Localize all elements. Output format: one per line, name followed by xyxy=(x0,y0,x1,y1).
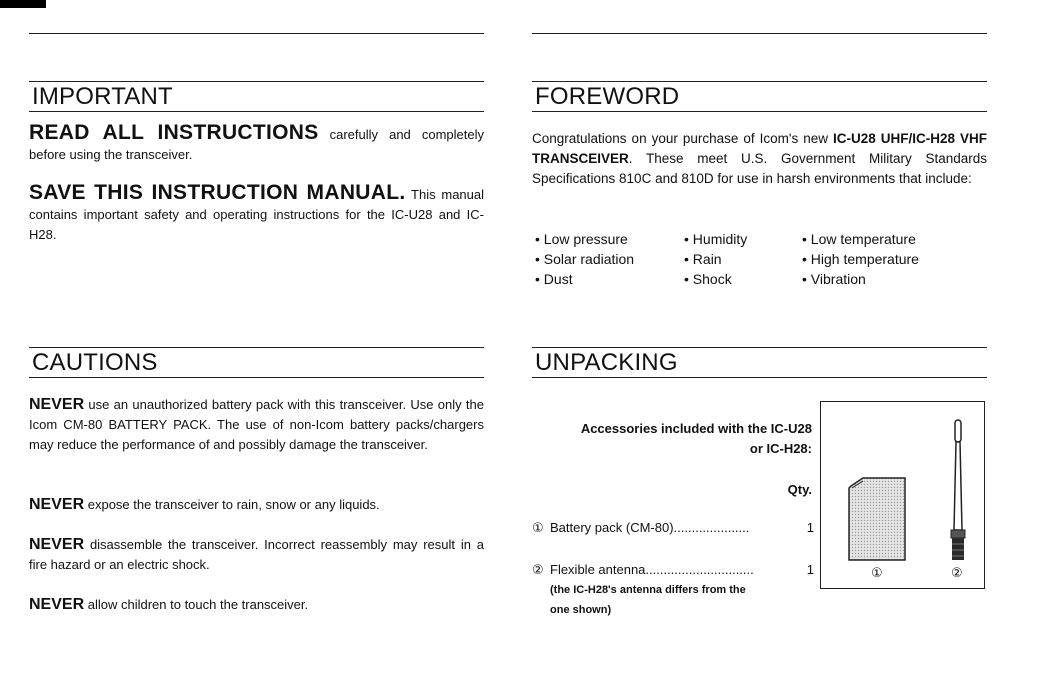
list-item: • Vibration xyxy=(802,269,919,289)
accessories-title-line: or IC-H28: xyxy=(749,441,812,456)
caution-text: allow children to touch the transceiver. xyxy=(84,597,309,612)
caution-paragraph xyxy=(29,395,484,455)
caution-text: use an unauthorized battery pack with this transceiver. Use only the Icom CM-80 BATTERY PACK. The use of non-Icom battery packs/chargers may reduce the performance of and possibly damage the transceiver. xyxy=(29,397,484,452)
read-instructions-lead: READ ALL INSTRUCTIONS xyxy=(29,121,319,144)
item-number: ① xyxy=(532,520,544,535)
list-item: • Shock xyxy=(684,269,747,289)
read-instructions-paragraph xyxy=(29,123,484,165)
antenna-icon xyxy=(951,420,965,560)
foreword-paragraph xyxy=(532,129,987,189)
top-rule-right xyxy=(532,33,987,34)
never-lead: NEVER xyxy=(29,536,85,553)
model-name: IC-U28 UHF/IC-H28 VHF TRANSCEIVER xyxy=(532,131,987,166)
caution-text: expose the transceiver to rain, snow or any liquids. xyxy=(84,497,380,512)
environment-column xyxy=(535,229,634,289)
save-manual-text: This manual contains important safety and operating instructions for the IC-U28 and IC-H28. xyxy=(29,187,485,242)
accessories-illustration xyxy=(821,402,983,587)
list-item: • Humidity xyxy=(684,229,747,249)
list-item: • Low pressure xyxy=(535,229,634,249)
save-manual-lead: SAVE THIS INSTRUCTION MANUAL. xyxy=(29,181,406,204)
caution-text: disassemble the transceiver. Incorrect reassembly may result in a fire hazard or an electric shock. xyxy=(29,537,484,572)
antenna-note-line: one shown) xyxy=(550,604,612,616)
item-number: ② xyxy=(532,562,544,577)
qty-header: Qty. xyxy=(787,482,812,497)
item-label: Flexible antenna.............................. xyxy=(550,562,754,577)
list-item: • Solar radiation xyxy=(535,249,634,269)
antenna-note xyxy=(550,580,820,620)
antenna-figure-label: ② xyxy=(951,565,963,580)
environment-column xyxy=(802,229,919,289)
never-lead: NEVER xyxy=(29,396,85,413)
unpacking-heading: UNPACKING xyxy=(532,347,987,378)
cautions-heading: CAUTIONS xyxy=(29,347,484,378)
item-qty: 1 xyxy=(806,562,814,577)
accessory-item xyxy=(532,519,814,537)
foreword-heading: FOREWORD xyxy=(532,81,987,112)
accessories-figure xyxy=(820,401,985,589)
list-item: • Low temperature xyxy=(802,229,919,249)
important-heading: IMPORTANT xyxy=(29,81,484,112)
item-qty: 1 xyxy=(806,520,814,535)
caution-paragraph xyxy=(29,535,484,575)
list-item: • High temperature xyxy=(802,249,919,269)
list-item: • Rain xyxy=(684,249,747,269)
read-instructions-text: carefully and completely before using the transceiver. xyxy=(29,127,484,162)
accessories-title-line: Accessories included with the IC-U28 xyxy=(580,421,812,436)
caution-paragraph xyxy=(29,495,484,515)
never-lead: NEVER xyxy=(29,596,85,613)
save-manual-paragraph xyxy=(29,183,484,245)
list-item: • Dust xyxy=(535,269,634,289)
unpacking-section xyxy=(532,347,987,637)
accessories-title xyxy=(532,419,812,459)
battery-figure-label: ① xyxy=(871,565,883,580)
top-rule-left xyxy=(29,33,484,34)
accessory-item xyxy=(532,561,814,579)
environment-column xyxy=(684,229,747,289)
corner-mark xyxy=(0,0,46,8)
item-label: Battery pack (CM-80)..................... xyxy=(550,520,750,535)
antenna-note-line: (the IC-H28's antenna differs from the xyxy=(550,584,746,596)
caution-paragraph xyxy=(29,595,484,615)
foreword-intro: Congratulations on your purchase of Icom's new xyxy=(532,131,833,146)
never-lead: NEVER xyxy=(29,496,85,513)
foreword-intro-rest: . These meet U.S. Government Military Standards Specifications 810C and 810D for use in harsh environments that include: xyxy=(532,151,987,186)
battery-pack-icon xyxy=(849,478,905,560)
